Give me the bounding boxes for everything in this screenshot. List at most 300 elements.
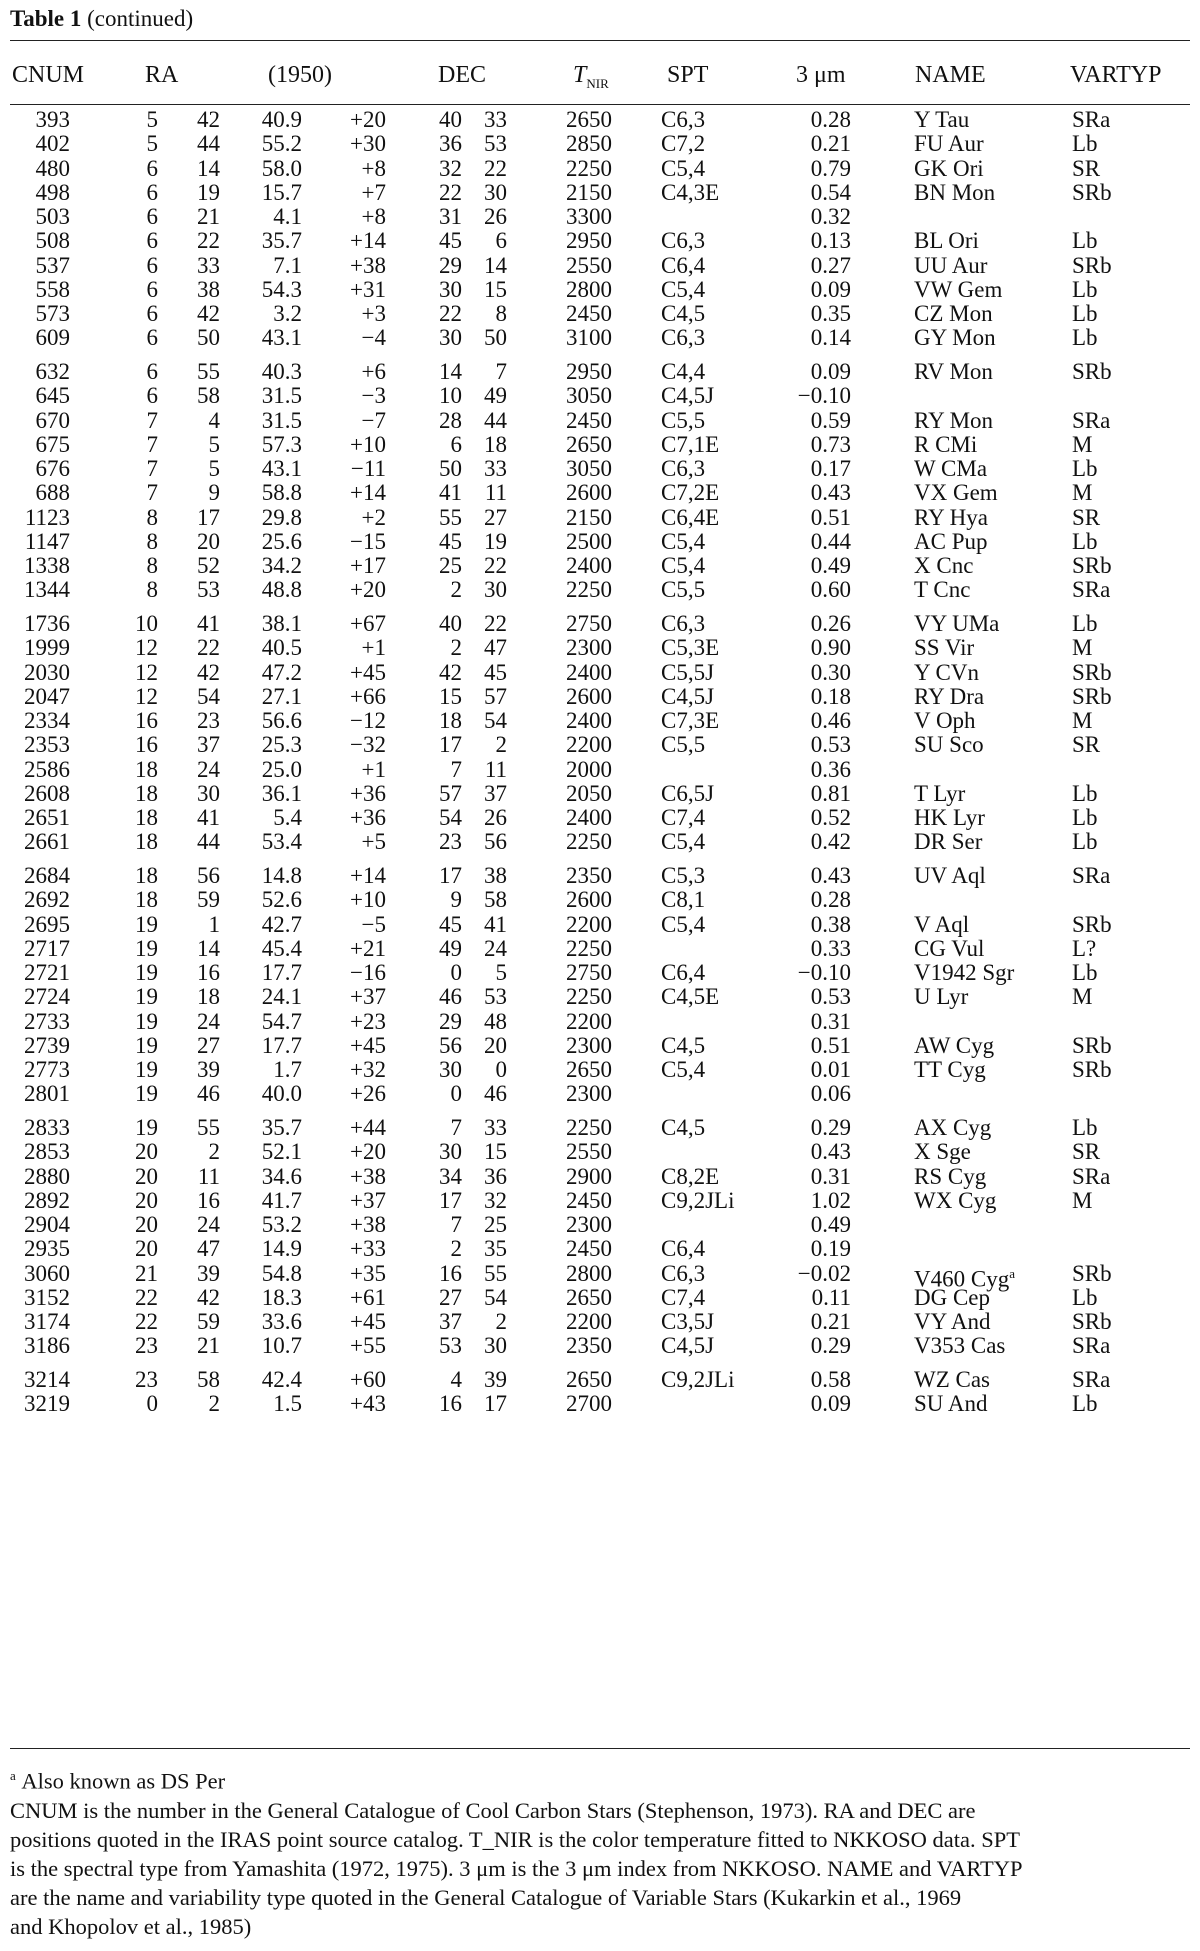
cell-tnir: 2650 bbox=[566, 1367, 612, 1392]
cell-dec-s: 46 bbox=[484, 1081, 507, 1107]
cell-3um: 0.44 bbox=[810, 528, 851, 554]
cell-name: AX Cyg bbox=[914, 1115, 992, 1140]
cell-dec-m: 57 bbox=[439, 780, 462, 806]
cell-cnum: 632 bbox=[35, 359, 70, 384]
cell-ra-m: 42 bbox=[197, 301, 220, 326]
cell-dec-s: 18 bbox=[484, 431, 507, 457]
cell-cnum: 1999 bbox=[24, 635, 70, 661]
cell-dec-d: +2 bbox=[361, 504, 386, 530]
cell-dec-s: 49 bbox=[484, 383, 507, 409]
cell-dec-m: 27 bbox=[439, 1284, 462, 1310]
cell-ra-h: 22 bbox=[135, 1309, 158, 1334]
cell-ra-s: 43.1 bbox=[261, 456, 302, 481]
cell-3um: 0.90 bbox=[810, 635, 851, 661]
cell-dec-d: −7 bbox=[361, 407, 386, 433]
cell-3um: 0.17 bbox=[810, 456, 851, 481]
cell-vartyp: Lb bbox=[1072, 528, 1098, 554]
cell-dec-m: 10 bbox=[439, 383, 462, 409]
cell-3um: 0.42 bbox=[810, 829, 851, 855]
header-tnir-sub: NIR bbox=[586, 75, 609, 91]
cell-ra-s: 53.2 bbox=[261, 1212, 302, 1237]
cell-dec-s: 35 bbox=[484, 1236, 507, 1262]
cell-name: V Aql bbox=[914, 911, 970, 937]
cell-ra-h: 10 bbox=[135, 611, 158, 636]
cell-vartyp: Lb bbox=[1072, 1115, 1098, 1140]
cell-dec-s: 8 bbox=[495, 301, 507, 326]
cell-ra-m: 27 bbox=[197, 1032, 220, 1058]
cell-ra-h: 5 bbox=[146, 131, 158, 157]
cell-ra-m: 19 bbox=[197, 179, 220, 205]
table-note-line-3: is the spectral type from Yamashita (1972, 1975). 3 μm is the 3 μm index from NKKOSO. NAME and VARTYP bbox=[10, 1856, 1023, 1881]
cell-tnir: 2150 bbox=[566, 179, 612, 205]
cell-ra-s: 47.2 bbox=[261, 659, 302, 685]
cell-ra-m: 55 bbox=[197, 359, 220, 384]
cell-dec-s: 0 bbox=[495, 1057, 507, 1082]
cell-dec-d: −32 bbox=[350, 732, 386, 758]
cell-dec-d: +30 bbox=[350, 131, 386, 157]
cell-cnum: 609 bbox=[35, 325, 70, 351]
cell-cnum: 2030 bbox=[24, 659, 70, 685]
cell-vartyp: SRb bbox=[1072, 359, 1112, 384]
cell-name: SU Sco bbox=[914, 732, 984, 758]
cell-dec-s: 33 bbox=[484, 107, 507, 132]
cell-tnir: 2800 bbox=[566, 276, 612, 302]
cell-cnum: 3152 bbox=[24, 1284, 70, 1310]
cell-cnum: 3214 bbox=[24, 1367, 70, 1392]
cell-tnir: 2200 bbox=[566, 1309, 612, 1334]
cell-ra-m: 22 bbox=[197, 228, 220, 254]
cell-ra-m: 11 bbox=[197, 1163, 220, 1189]
cell-ra-m: 46 bbox=[197, 1081, 220, 1107]
header-ra: RA bbox=[145, 62, 179, 88]
cell-dec-s: 5 bbox=[495, 960, 507, 985]
cell-dec-d: −11 bbox=[350, 456, 386, 481]
cell-dec-s: 19 bbox=[484, 528, 507, 554]
cell-dec-d: +14 bbox=[350, 228, 386, 254]
cell-3um: 1.02 bbox=[810, 1187, 851, 1213]
cell-3um: 0.32 bbox=[810, 204, 851, 229]
cell-cnum: 2853 bbox=[24, 1139, 70, 1165]
cell-dec-d: +61 bbox=[350, 1284, 386, 1310]
cell-vartyp: SRb bbox=[1072, 1309, 1112, 1334]
cell-name: VX Gem bbox=[914, 480, 998, 506]
cell-vartyp: SRb bbox=[1072, 659, 1112, 685]
cell-vartyp: M bbox=[1072, 708, 1093, 733]
cell-tnir: 2300 bbox=[566, 635, 612, 661]
cell-dec-d: +36 bbox=[350, 780, 386, 806]
cell-ra-h: 19 bbox=[135, 984, 158, 1010]
cell-cnum: 1338 bbox=[24, 553, 70, 578]
cell-dec-m: 30 bbox=[439, 276, 462, 302]
cell-tnir: 2650 bbox=[566, 431, 612, 457]
cell-ra-m: 58 bbox=[197, 383, 220, 409]
cell-dec-m: 40 bbox=[439, 107, 462, 132]
cell-ra-m: 1 bbox=[208, 911, 220, 937]
cell-ra-s: 52.1 bbox=[261, 1139, 302, 1165]
cell-dec-m: 17 bbox=[439, 732, 462, 758]
cell-dec-d: +43 bbox=[350, 1391, 386, 1417]
cell-spt: C4,5 bbox=[661, 301, 706, 326]
cell-ra-m: 50 bbox=[197, 325, 220, 351]
cell-cnum: 2047 bbox=[24, 683, 70, 709]
cell-3um: 0.58 bbox=[810, 1367, 851, 1392]
cell-vartyp: Lb bbox=[1072, 301, 1098, 326]
cell-dec-s: 53 bbox=[484, 984, 507, 1010]
cell-cnum: 675 bbox=[35, 431, 70, 457]
header-spt: SPT bbox=[667, 62, 709, 88]
cell-dec-m: 29 bbox=[439, 252, 462, 278]
cell-dec-d: +38 bbox=[350, 1212, 386, 1237]
cell-cnum: 2353 bbox=[24, 732, 70, 758]
cell-dec-m: 22 bbox=[439, 179, 462, 205]
cell-tnir: 2400 bbox=[566, 553, 612, 578]
cell-dec-d: +20 bbox=[350, 577, 386, 603]
cell-name: V460 Cyg$^a$ bbox=[914, 1265, 1015, 1292]
cell-dec-m: 30 bbox=[439, 1057, 462, 1082]
cell-ra-m: 58 bbox=[197, 1367, 220, 1392]
cell-cnum: 402 bbox=[35, 131, 70, 157]
cell-vartyp: Lb bbox=[1072, 456, 1098, 481]
cell-vartyp: L? bbox=[1072, 935, 1097, 961]
cell-dec-s: 30 bbox=[484, 1333, 507, 1359]
cell-dec-d: +60 bbox=[350, 1367, 386, 1392]
cell-ra-m: 24 bbox=[197, 1212, 220, 1237]
cell-dec-s: 37 bbox=[484, 780, 507, 806]
cell-ra-h: 6 bbox=[146, 252, 158, 278]
cell-3um: 0.38 bbox=[810, 911, 851, 937]
cell-3um: 0.49 bbox=[810, 1212, 851, 1237]
cell-tnir: 2950 bbox=[566, 359, 612, 384]
cell-dec-d: +5 bbox=[361, 829, 386, 855]
cell-dec-d: −12 bbox=[350, 708, 386, 733]
cell-name: Y Tau bbox=[914, 107, 970, 132]
cell-spt: C6,4 bbox=[661, 1236, 706, 1262]
cell-3um: 0.28 bbox=[810, 887, 851, 913]
cell-ra-m: 14 bbox=[197, 935, 220, 961]
cell-cnum: 508 bbox=[35, 228, 70, 254]
cell-spt: C5,4 bbox=[661, 276, 706, 302]
cell-ra-h: 20 bbox=[135, 1187, 158, 1213]
cell-dec-d: +23 bbox=[350, 1008, 386, 1034]
cell-spt: C5,4 bbox=[661, 1057, 706, 1082]
cell-dec-s: 32 bbox=[484, 1187, 507, 1213]
cell-name: SS Vir bbox=[914, 635, 975, 661]
cell-ra-s: 42.4 bbox=[261, 1367, 302, 1392]
cell-cnum: 688 bbox=[35, 480, 70, 506]
cell-dec-s: 45 bbox=[484, 659, 507, 685]
cell-tnir: 2900 bbox=[566, 1163, 612, 1189]
cell-tnir: 2650 bbox=[566, 1284, 612, 1310]
cell-ra-s: 36.1 bbox=[261, 780, 302, 806]
cell-cnum: 1344 bbox=[24, 577, 70, 603]
cell-tnir: 2450 bbox=[566, 1187, 612, 1213]
cell-3um: 0.18 bbox=[810, 683, 851, 709]
cell-ra-m: 39 bbox=[197, 1057, 220, 1082]
cell-ra-m: 4 bbox=[208, 407, 220, 433]
cell-dec-m: 2 bbox=[450, 577, 462, 603]
cell-dec-d: +37 bbox=[350, 984, 386, 1010]
cell-dec-m: 9 bbox=[450, 887, 462, 913]
cell-dec-s: 11 bbox=[484, 756, 507, 782]
cell-ra-h: 19 bbox=[135, 935, 158, 961]
cell-ra-s: 41.7 bbox=[261, 1187, 302, 1213]
cell-vartyp: SR bbox=[1072, 732, 1101, 758]
cell-dec-d: −16 bbox=[350, 960, 386, 985]
cell-ra-h: 7 bbox=[146, 480, 158, 506]
cell-spt: C8,1 bbox=[661, 887, 706, 913]
cell-dec-s: 2 bbox=[495, 1309, 507, 1334]
cell-dec-s: 14 bbox=[484, 252, 507, 278]
cell-vartyp: SRa bbox=[1072, 107, 1111, 132]
cell-tnir: 2350 bbox=[566, 863, 612, 888]
cell-ra-s: 3.2 bbox=[273, 301, 302, 326]
cell-name: RY Mon bbox=[914, 407, 994, 433]
header-rule bbox=[10, 104, 1190, 105]
cell-3um: 0.11 bbox=[811, 1284, 851, 1310]
cell-name: VY UMa bbox=[914, 611, 1000, 636]
cell-dec-d: −15 bbox=[350, 528, 386, 554]
cell-ra-s: 31.5 bbox=[261, 407, 302, 433]
cell-dec-s: 24 bbox=[484, 935, 507, 961]
cell-name: V1942 Sgr bbox=[914, 960, 1015, 985]
cell-tnir: 2300 bbox=[566, 1081, 612, 1107]
cell-name: UU Aur bbox=[914, 252, 988, 278]
cell-spt: C5,4 bbox=[661, 829, 706, 855]
cell-ra-h: 19 bbox=[135, 960, 158, 985]
cell-ra-h: 12 bbox=[135, 683, 158, 709]
cell-name: GY Mon bbox=[914, 325, 996, 351]
header-epoch: (1950) bbox=[268, 62, 332, 88]
cell-ra-h: 12 bbox=[135, 635, 158, 661]
cell-name: T Lyr bbox=[914, 780, 966, 806]
cell-dec-m: 25 bbox=[439, 553, 462, 578]
cell-cnum: 3219 bbox=[24, 1391, 70, 1417]
cell-dec-s: 20 bbox=[484, 1032, 507, 1058]
cell-dec-s: 58 bbox=[484, 887, 507, 913]
cell-ra-s: 52.6 bbox=[261, 887, 302, 913]
cell-spt: C6,3 bbox=[661, 228, 706, 254]
table-note-line-1: CNUM is the number in the General Catalogue of Cool Carbon Stars (Stephenson, 1973). RA and DEC are bbox=[10, 1798, 976, 1823]
footnote-ref: a bbox=[1009, 1265, 1015, 1281]
cell-vartyp: Lb bbox=[1072, 805, 1098, 830]
cell-spt: C7,2 bbox=[661, 131, 706, 157]
cell-spt: C4,5J bbox=[661, 383, 715, 409]
cell-dec-s: 15 bbox=[484, 1139, 507, 1165]
cell-ra-m: 41 bbox=[197, 611, 220, 636]
cell-cnum: 573 bbox=[35, 301, 70, 326]
cell-tnir: 3050 bbox=[566, 456, 612, 481]
cell-vartyp: SRb bbox=[1072, 1032, 1112, 1058]
cell-spt: C7,2E bbox=[661, 480, 720, 506]
cell-ra-s: 40.9 bbox=[261, 107, 302, 132]
cell-ra-s: 1.5 bbox=[273, 1391, 302, 1417]
cell-vartyp: SRa bbox=[1072, 863, 1111, 888]
cell-spt: C6,4 bbox=[661, 252, 706, 278]
cell-dec-s: 44 bbox=[484, 407, 507, 433]
cell-dec-d: +20 bbox=[350, 107, 386, 132]
cell-dec-m: 23 bbox=[439, 829, 462, 855]
cell-3um: 0.28 bbox=[810, 107, 851, 132]
cell-cnum: 1147 bbox=[24, 528, 70, 554]
cell-spt: C7,3E bbox=[661, 708, 720, 733]
cell-name: RV Mon bbox=[914, 359, 993, 384]
cell-ra-m: 21 bbox=[197, 204, 220, 229]
cell-3um: 0.09 bbox=[810, 359, 851, 384]
cell-ra-m: 42 bbox=[197, 1284, 220, 1310]
cell-dec-d: +14 bbox=[350, 480, 386, 506]
cell-ra-m: 59 bbox=[197, 887, 220, 913]
cell-ra-h: 19 bbox=[135, 1057, 158, 1082]
cell-ra-h: 8 bbox=[146, 553, 158, 578]
cell-ra-m: 14 bbox=[197, 155, 220, 181]
cell-dec-m: 15 bbox=[439, 683, 462, 709]
cell-cnum: 2586 bbox=[24, 756, 70, 782]
cell-dec-m: 54 bbox=[439, 805, 462, 830]
cell-name: X Sge bbox=[914, 1139, 971, 1165]
cell-cnum: 2880 bbox=[24, 1163, 70, 1189]
cell-ra-m: 33 bbox=[197, 252, 220, 278]
cell-vartyp: M bbox=[1072, 480, 1093, 506]
footnote-marker: a bbox=[10, 1768, 16, 1783]
cell-cnum: 2935 bbox=[24, 1236, 70, 1262]
cell-3um: 0.79 bbox=[810, 155, 851, 181]
cell-tnir: 2300 bbox=[566, 1032, 612, 1058]
cell-name: RY Dra bbox=[914, 683, 985, 709]
cell-dec-m: 28 bbox=[439, 407, 462, 433]
cell-ra-m: 16 bbox=[197, 960, 220, 985]
cell-dec-d: +1 bbox=[361, 635, 386, 661]
cell-dec-d: +66 bbox=[350, 683, 386, 709]
header-tnir bbox=[573, 62, 609, 92]
cell-ra-s: 35.7 bbox=[261, 228, 302, 254]
cell-3um: 0.29 bbox=[810, 1115, 851, 1140]
cell-vartyp: SRb bbox=[1072, 179, 1112, 205]
cell-vartyp: Lb bbox=[1072, 1284, 1098, 1310]
cell-ra-s: 14.8 bbox=[261, 863, 302, 888]
cell-3um: 0.29 bbox=[810, 1333, 851, 1359]
cell-name: CG Vul bbox=[914, 935, 985, 961]
cell-dec-m: 16 bbox=[439, 1391, 462, 1417]
cell-vartyp: SRb bbox=[1072, 553, 1112, 578]
cell-tnir: 2750 bbox=[566, 611, 612, 636]
cell-ra-s: 15.7 bbox=[261, 179, 302, 205]
cell-3um: 0.21 bbox=[810, 131, 851, 157]
cell-spt: C7,1E bbox=[661, 431, 720, 457]
cell-vartyp: M bbox=[1072, 431, 1093, 457]
cell-ra-h: 6 bbox=[146, 301, 158, 326]
cell-ra-h: 18 bbox=[135, 756, 158, 782]
cell-dec-m: 6 bbox=[450, 431, 462, 457]
cell-cnum: 2733 bbox=[24, 1008, 70, 1034]
cell-ra-m: 41 bbox=[197, 805, 220, 830]
cell-ra-h: 12 bbox=[135, 659, 158, 685]
cell-dec-d: +1 bbox=[361, 756, 386, 782]
cell-ra-h: 6 bbox=[146, 155, 158, 181]
cell-ra-s: 35.7 bbox=[261, 1115, 302, 1140]
cell-cnum: 393 bbox=[35, 107, 70, 132]
cell-cnum: 2724 bbox=[24, 984, 70, 1010]
cell-3um: 0.35 bbox=[810, 301, 851, 326]
cell-tnir: 2950 bbox=[566, 228, 612, 254]
cell-cnum: 2801 bbox=[24, 1081, 70, 1107]
cell-tnir: 2450 bbox=[566, 1236, 612, 1262]
cell-spt: C6,5J bbox=[661, 780, 715, 806]
cell-ra-h: 5 bbox=[146, 107, 158, 132]
top-rule bbox=[10, 40, 1190, 41]
cell-ra-h: 7 bbox=[146, 407, 158, 433]
cell-tnir: 2200 bbox=[566, 911, 612, 937]
footnote bbox=[10, 1768, 225, 1795]
cell-3um: 0.43 bbox=[810, 1139, 851, 1165]
cell-dec-d: +44 bbox=[350, 1115, 386, 1140]
cell-dec-m: 2 bbox=[450, 635, 462, 661]
cell-vartyp: Lb bbox=[1072, 780, 1098, 806]
cell-dec-d: +32 bbox=[350, 1057, 386, 1082]
table-note-line-2: positions quoted in the IRAS point source catalog. T_NIR is the color temperature fitted to NKKOSO data. SPT bbox=[10, 1827, 1021, 1852]
cell-ra-h: 19 bbox=[135, 1115, 158, 1140]
cell-ra-h: 6 bbox=[146, 179, 158, 205]
cell-3um: 0.09 bbox=[810, 1391, 851, 1417]
cell-ra-s: 54.7 bbox=[261, 1008, 302, 1034]
cell-vartyp: SRb bbox=[1072, 252, 1112, 278]
cell-dec-s: 53 bbox=[484, 131, 507, 157]
cell-name: AC Pup bbox=[914, 528, 988, 554]
cell-tnir: 2300 bbox=[566, 1212, 612, 1237]
header-tnir-main: T bbox=[573, 62, 587, 88]
cell-name: V353 Cas bbox=[914, 1333, 1006, 1359]
cell-dec-m: 30 bbox=[439, 325, 462, 351]
cell-vartyp: SRa bbox=[1072, 1367, 1111, 1392]
cell-dec-m: 37 bbox=[439, 1309, 462, 1334]
cell-spt: C5,5 bbox=[661, 577, 706, 603]
cell-tnir: 2250 bbox=[566, 984, 612, 1010]
cell-ra-h: 16 bbox=[135, 708, 158, 733]
cell-dec-m: 31 bbox=[439, 204, 462, 229]
cell-dec-s: 11 bbox=[484, 480, 507, 506]
cell-3um: 0.43 bbox=[810, 480, 851, 506]
cell-ra-s: 34.2 bbox=[261, 553, 302, 578]
cell-dec-d: +10 bbox=[350, 887, 386, 913]
cell-ra-m: 2 bbox=[208, 1139, 220, 1165]
header-dec: DEC bbox=[438, 62, 486, 88]
cell-name: AW Cyg bbox=[914, 1032, 995, 1058]
cell-dec-m: 18 bbox=[439, 708, 462, 733]
cell-ra-m: 56 bbox=[197, 863, 220, 888]
cell-dec-s: 39 bbox=[484, 1367, 507, 1392]
cell-tnir: 2250 bbox=[566, 829, 612, 855]
cell-vartyp: SR bbox=[1072, 504, 1101, 530]
cell-dec-d: +45 bbox=[350, 659, 386, 685]
cell-dec-m: 56 bbox=[439, 1032, 462, 1058]
cell-spt: C6,3 bbox=[661, 1260, 706, 1286]
cell-ra-s: 1.7 bbox=[273, 1057, 302, 1082]
cell-ra-h: 6 bbox=[146, 228, 158, 254]
cell-name: BL Ori bbox=[914, 228, 979, 254]
cell-vartyp: Lb bbox=[1072, 325, 1098, 351]
cell-ra-m: 39 bbox=[197, 1260, 220, 1286]
cell-ra-s: 57.3 bbox=[261, 431, 302, 457]
cell-dec-m: 45 bbox=[439, 911, 462, 937]
cell-name: WZ Cas bbox=[914, 1367, 991, 1392]
cell-spt: C5,4 bbox=[661, 553, 706, 578]
cell-dec-m: 45 bbox=[439, 228, 462, 254]
cell-dec-s: 7 bbox=[495, 359, 507, 384]
cell-spt: C9,2JLi bbox=[661, 1187, 735, 1213]
cell-dec-m: 40 bbox=[439, 611, 462, 636]
cell-name: VY And bbox=[914, 1309, 991, 1334]
cell-3um: 0.31 bbox=[810, 1163, 851, 1189]
cell-3um: −0.10 bbox=[797, 960, 851, 985]
